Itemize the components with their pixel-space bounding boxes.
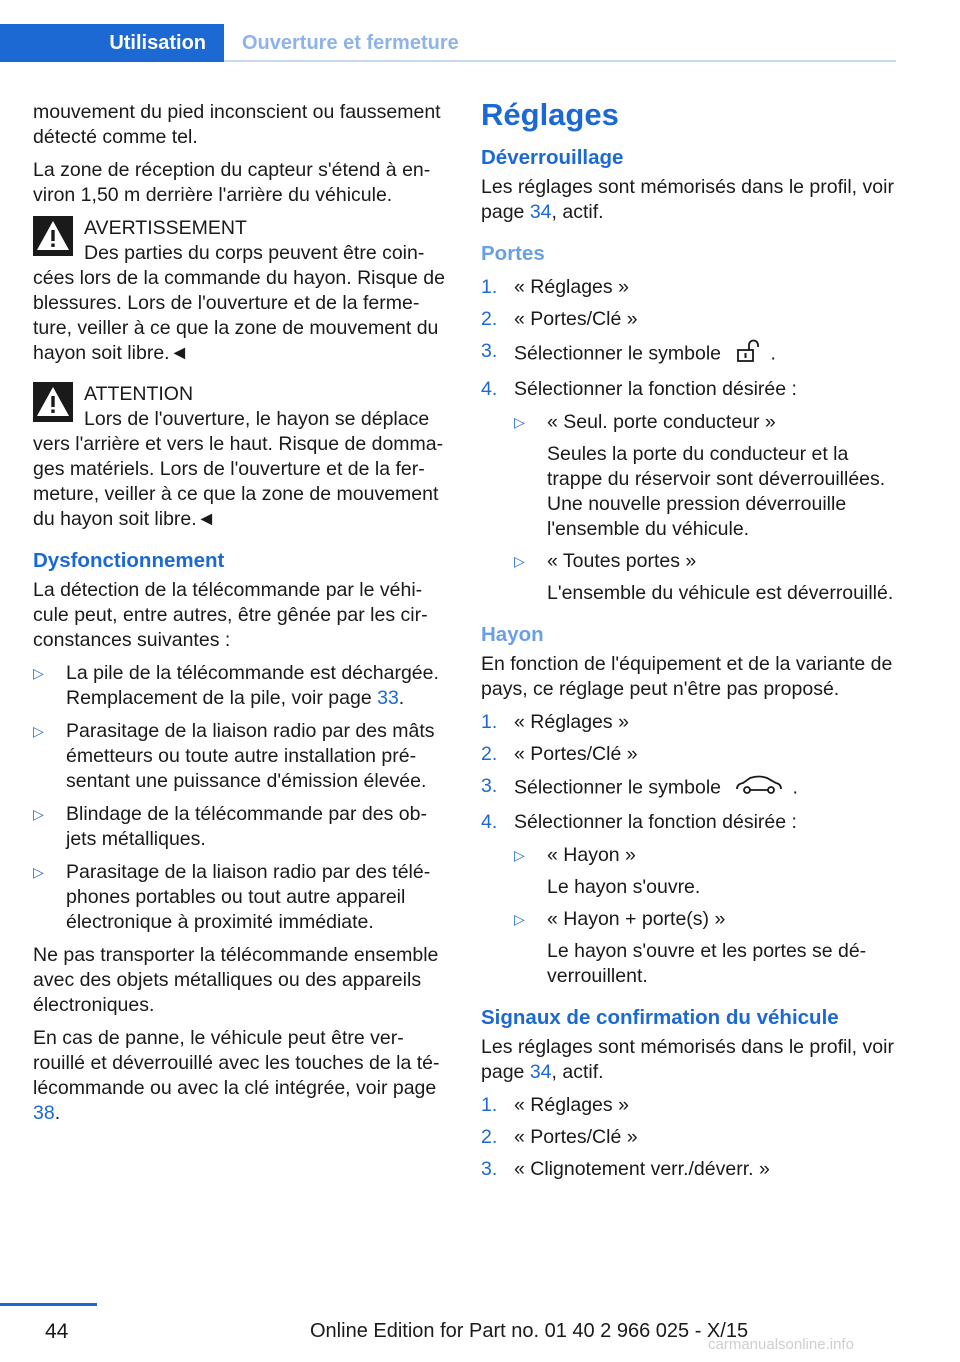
heading-dysfonctionnement: Dysfonctionnement — [33, 549, 225, 572]
step-text: « Réglages » — [514, 1094, 629, 1116]
step-text: Sélectionner le symbole — [514, 342, 722, 365]
step-item — [481, 1157, 899, 1182]
step-number: 2. — [481, 308, 498, 330]
heading-hayon: Hayon — [481, 623, 544, 646]
dysfunction-list — [33, 661, 448, 935]
page-link[interactable]: 34 — [529, 201, 552, 223]
step-item — [481, 1093, 899, 1118]
step-text: « Clignotement verr./déverr. » — [514, 1158, 770, 1180]
option-description: L'ensemble du véhicule est déverrouillé. — [547, 582, 894, 604]
portes-options — [514, 410, 899, 606]
hayon-steps — [481, 710, 899, 989]
step-item — [481, 810, 899, 989]
step-number: 3. — [481, 340, 498, 362]
page-header — [0, 0, 960, 62]
step-item — [481, 710, 899, 735]
page-link[interactable]: 34 — [529, 1061, 552, 1083]
step-text: Sélectionner la fonction désirée : — [514, 811, 797, 833]
warning-triangle-icon — [33, 382, 73, 422]
attention-body: Lors de l'ouverture, le hayon se déplace vers l'arrière et vers le haut. Risque de dommages matériels. Lors de l'ouverture et de la fermeture, veiller à ce que la zone de mouvement du hayon soit libre.◄ — [33, 408, 444, 530]
option-description: Le hayon s'ouvre et les portes se déverrouillent. — [547, 940, 867, 987]
option-item — [514, 843, 899, 900]
car-tailgate-icon — [734, 774, 784, 803]
list-item — [33, 802, 448, 852]
option-item — [514, 410, 899, 542]
step-number: 1. — [481, 1094, 498, 1116]
step-number: 3. — [481, 1158, 498, 1180]
hayon-options — [514, 843, 899, 989]
step-text: « Portes/Clé » — [514, 1126, 638, 1148]
warning-block — [33, 216, 448, 366]
page-link[interactable]: 38 — [33, 1102, 55, 1124]
option-label: « Hayon + porte(s) » — [547, 908, 726, 930]
step-text: « Réglages » — [514, 276, 629, 298]
step-number: 1. — [481, 711, 498, 733]
paragraph-text: , actif. — [551, 1061, 604, 1083]
heading-signaux: Signaux de confirmation du véhicule — [481, 1006, 839, 1029]
triangle-bullet-icon: ▷ — [33, 806, 44, 822]
step-item — [481, 307, 899, 332]
warning-triangle-icon — [33, 216, 73, 256]
paragraph: mouvement du pied inconscient ou faussement détecté comme tel. — [33, 101, 441, 148]
option-description: Seules la porte du conducteur et la trappe du réservoir sont déverrouillées. Une nouvelle pression déverrouille l'ensemble du véhicule. — [547, 443, 886, 540]
paragraph-text: Les réglages sont mémorisés dans le profil, voir page — [481, 176, 894, 223]
step-item — [481, 339, 899, 370]
step-item — [481, 275, 899, 300]
triangle-bullet-icon: ▷ — [514, 553, 525, 569]
step-number: 2. — [481, 1126, 498, 1148]
option-item — [514, 549, 899, 606]
step-text: . — [792, 776, 798, 799]
step-number: 1. — [481, 276, 498, 298]
step-number: 3. — [481, 775, 498, 797]
option-description: Le hayon s'ouvre. — [547, 876, 701, 898]
paragraph — [33, 1026, 448, 1126]
triangle-bullet-icon: ▷ — [514, 414, 525, 430]
list-item-text: Parasitage de la liaison radio par des mâts émetteurs ou toute autre installation présentant une puissance d'émission élevée. — [66, 720, 435, 792]
paragraph: En fonction de l'équipement et de la variante de pays, ce réglage peut n'être pas proposé. — [481, 653, 893, 700]
step-text: « Réglages » — [514, 711, 629, 733]
step-number: 2. — [481, 743, 498, 765]
paragraph: La détection de la télécommande par le véhicule peut, entre autres, être gênée par les circonstances suivantes : — [33, 579, 428, 651]
list-item — [33, 860, 448, 935]
paragraph-text: , actif. — [551, 201, 604, 223]
paragraph: La zone de réception du capteur s'étend à environ 1,50 m derrière l'arrière du véhicule. — [33, 159, 431, 206]
paragraph — [481, 175, 899, 225]
step-text: . — [770, 342, 776, 365]
attention-title: ATTENTION — [84, 383, 194, 405]
triangle-bullet-icon: ▷ — [33, 665, 44, 681]
paragraph-text: Les réglages sont mémorisés dans le profil, voir page — [481, 1036, 894, 1083]
portes-steps — [481, 275, 899, 606]
step-text: Sélectionner le symbole — [514, 776, 722, 799]
step-item — [481, 1125, 899, 1150]
list-item-text: Blindage de la télécommande par des objets métalliques. — [66, 803, 427, 850]
paragraph — [481, 1035, 899, 1085]
option-label: « Hayon » — [547, 844, 636, 866]
step-text: Sélectionner la fonction désirée : — [514, 378, 797, 400]
list-item-text: . — [398, 687, 405, 709]
paragraph-text: En cas de panne, le véhicule peut être verrouillé et déverrouillé avec les touches de la télécommande ou avec la clé intégrée, voir page — [33, 1027, 440, 1099]
section-title: Réglages — [481, 97, 619, 132]
header-divider — [224, 60, 896, 62]
list-item — [33, 661, 448, 711]
edition-text: Online Edition for Part no. 01 40 2 966 025 - X/15 — [310, 1320, 749, 1342]
triangle-bullet-icon: ▷ — [33, 723, 44, 739]
attention-block — [33, 382, 448, 532]
unlock-icon — [734, 339, 762, 370]
footer-divider — [0, 1303, 97, 1306]
tab-ouverture-fermeture[interactable]: Ouverture et fermeture — [242, 32, 459, 54]
signaux-steps — [481, 1093, 899, 1182]
triangle-bullet-icon: ▷ — [514, 911, 525, 927]
heading-deverrouillage: Déverrouillage — [481, 146, 624, 169]
triangle-bullet-icon: ▷ — [33, 864, 44, 880]
warning-body: Des parties du corps peuvent être coincées lors de la commande du hayon. Risque de blessures. Lors de l'ouverture et de la fermeture, veiller à ce que la zone de mouvement du hayon soit libre.◄ — [33, 242, 445, 364]
step-item — [481, 377, 899, 606]
step-number: 4. — [481, 378, 498, 400]
option-item — [514, 907, 899, 989]
list-item-text: La pile de la télécommande est déchargée. Remplacement de la pile, voir page — [66, 662, 439, 709]
step-number: 4. — [481, 811, 498, 833]
option-label: « Toutes portes » — [547, 550, 697, 572]
right-column — [481, 97, 899, 1190]
paragraph-text: . — [54, 1102, 61, 1124]
list-item-text: Parasitage de la liaison radio par des téléphones portables ou tout autre appareil électronique à proximité immédiate. — [66, 861, 431, 933]
page-link[interactable]: 33 — [377, 687, 399, 709]
triangle-bullet-icon: ▷ — [514, 847, 525, 863]
watermark: carmanualsonline.info — [708, 1336, 854, 1353]
page-number: 44 — [45, 1320, 69, 1343]
tab-utilisation[interactable]: Utilisation — [0, 24, 224, 62]
step-item — [481, 774, 899, 803]
heading-portes: Portes — [481, 242, 545, 265]
option-label: « Seul. porte conducteur » — [547, 411, 776, 433]
list-item — [33, 719, 448, 794]
step-text: « Portes/Clé » — [514, 308, 638, 330]
paragraph: Ne pas transporter la télécommande ensemble avec des objets métalliques ou des appareils électroniques. — [33, 944, 439, 1016]
left-column — [33, 100, 448, 1134]
warning-title: AVERTISSEMENT — [84, 217, 247, 239]
step-text: « Portes/Clé » — [514, 743, 638, 765]
step-item — [481, 742, 899, 767]
